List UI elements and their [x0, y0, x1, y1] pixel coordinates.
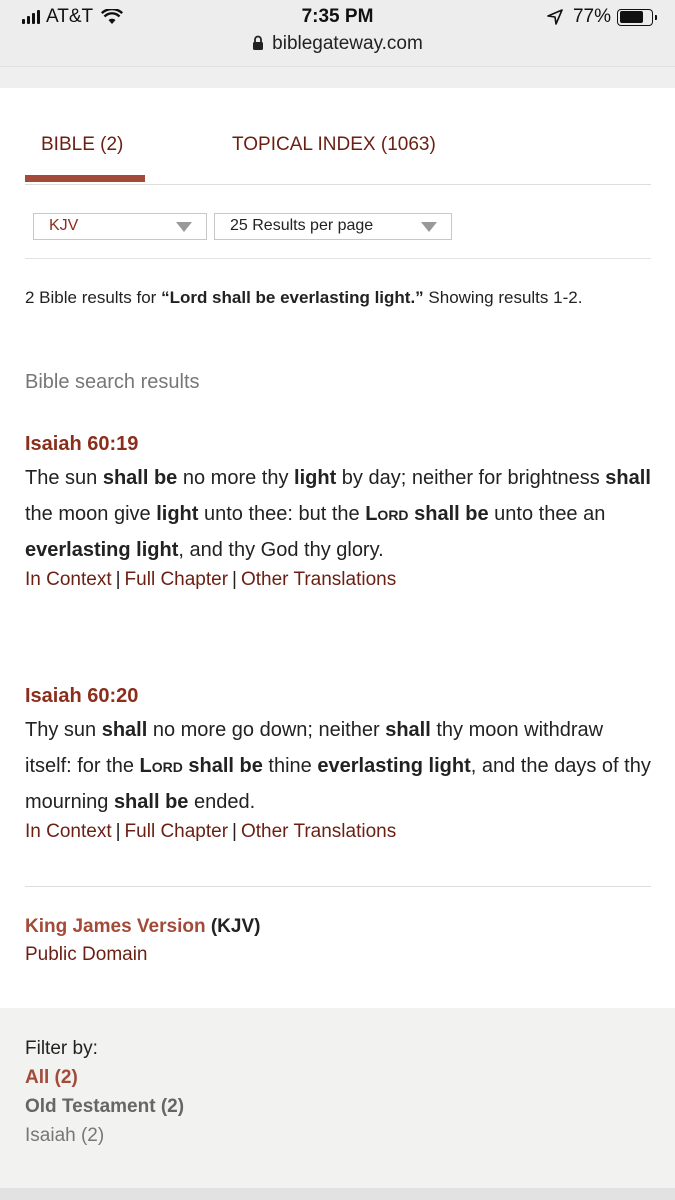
- results-heading: Bible search results: [25, 371, 200, 393]
- search-term-highlight: light: [294, 467, 337, 489]
- passage-links: [25, 569, 655, 591]
- filter-panel: [0, 1008, 675, 1188]
- link-separator: |: [115, 821, 121, 842]
- search-term-highlight: shall: [385, 719, 431, 741]
- passage-result: [25, 430, 655, 591]
- url-text: biblegateway.com: [272, 33, 423, 54]
- verse-segment: the moon give: [25, 503, 157, 525]
- result-tabs: [25, 88, 651, 185]
- in-context-link[interactable]: In Context: [25, 569, 112, 590]
- passage-reference-link[interactable]: Isaiah 60:20: [25, 685, 139, 707]
- search-term-highlight: shall be: [414, 503, 489, 525]
- clock: 7:35 PM: [301, 6, 374, 27]
- divider: [25, 886, 651, 887]
- filter-title: Filter by:: [25, 1038, 98, 1059]
- battery-icon: [617, 9, 653, 26]
- verse-segment: , and the days of thy mourning: [25, 755, 651, 813]
- verse-segment: unto thee: but the: [198, 503, 366, 525]
- passage-result: [25, 682, 655, 843]
- filter-isaiah[interactable]: Isaiah (2): [25, 1125, 105, 1146]
- divine-name: Lord: [365, 503, 409, 525]
- verse-segment: , and thy God thy glory.: [178, 539, 384, 561]
- verse-segment: thy moon withdraw itself: for the: [25, 719, 604, 777]
- version-name-link[interactable]: King James Version: [25, 916, 206, 937]
- battery-fill: [620, 11, 644, 23]
- link-separator: |: [232, 821, 237, 842]
- chevron-down-icon: [421, 222, 437, 232]
- tab-bible[interactable]: BIBLE (2): [41, 134, 124, 155]
- other-translations-link[interactable]: Other Translations: [240, 569, 397, 590]
- search-results-panel: [0, 88, 675, 1008]
- chevron-down-icon: [176, 222, 192, 232]
- battery-status: [547, 6, 653, 28]
- passage-links: [25, 821, 655, 843]
- divine-name: Lord: [139, 755, 183, 777]
- tab-topical-index[interactable]: TOPICAL INDEX (1063): [232, 134, 436, 155]
- verse-segment: by day; neither for brightness: [336, 467, 606, 489]
- verse-segment: Thy sun: [25, 719, 102, 741]
- carrier-name: AT&T: [46, 6, 94, 27]
- divider: [25, 258, 651, 259]
- version-select[interactable]: [33, 213, 207, 240]
- address-bar[interactable]: [0, 33, 675, 55]
- verse-segment: thine: [262, 755, 318, 777]
- battery-percent: 77%: [572, 6, 611, 27]
- lock-icon: [252, 35, 264, 50]
- results-per-page-value: 25 Results per page: [230, 217, 374, 234]
- summary-suffix: Showing results 1-2.: [423, 288, 583, 307]
- search-term-highlight: everlasting light: [317, 755, 471, 777]
- search-term-highlight: shall: [101, 719, 148, 741]
- version-abbreviation: (KJV): [205, 916, 261, 937]
- ios-status-bar: [0, 0, 675, 66]
- verse-segment: no more thy: [177, 467, 295, 489]
- full-chapter-link[interactable]: Full Chapter: [124, 569, 229, 590]
- filter-all[interactable]: All (2): [25, 1067, 78, 1088]
- summary-query: “Lord shall be everlasting light.”: [161, 288, 424, 307]
- other-translations-link[interactable]: Other Translations: [240, 821, 397, 842]
- verse-text: [25, 712, 655, 820]
- version-select-value: KJV: [49, 217, 79, 234]
- version-info: [25, 913, 260, 969]
- search-term-highlight: shall be: [102, 467, 178, 489]
- page-top-strip: [0, 66, 675, 88]
- search-term-highlight: shall be: [113, 791, 189, 813]
- summary-prefix: 2 Bible results for: [25, 288, 162, 307]
- verse-segment: unto thee an: [488, 503, 606, 525]
- search-term-highlight: light: [156, 503, 199, 525]
- search-term-highlight: shall: [605, 467, 651, 489]
- search-term-highlight: everlasting light: [25, 539, 179, 561]
- search-term-highlight: shall be: [188, 755, 263, 777]
- active-tab-indicator: [25, 175, 145, 182]
- version-rights: Public Domain: [25, 944, 148, 965]
- in-context-link[interactable]: In Context: [25, 821, 112, 842]
- results-per-page-select[interactable]: [214, 213, 452, 240]
- verse-segment: ended.: [188, 791, 256, 813]
- verse-segment: no more go down; neither: [147, 719, 386, 741]
- link-separator: |: [232, 569, 237, 590]
- results-summary: [25, 284, 655, 311]
- verse-segment: The sun: [25, 467, 103, 489]
- bottom-strip: [0, 1188, 675, 1200]
- passage-reference-link[interactable]: Isaiah 60:19: [25, 433, 139, 455]
- filter-old-testament[interactable]: Old Testament (2): [25, 1096, 185, 1117]
- location-arrow-icon: [547, 9, 563, 25]
- verse-text: [25, 460, 655, 568]
- link-separator: |: [115, 569, 121, 590]
- full-chapter-link[interactable]: Full Chapter: [124, 821, 229, 842]
